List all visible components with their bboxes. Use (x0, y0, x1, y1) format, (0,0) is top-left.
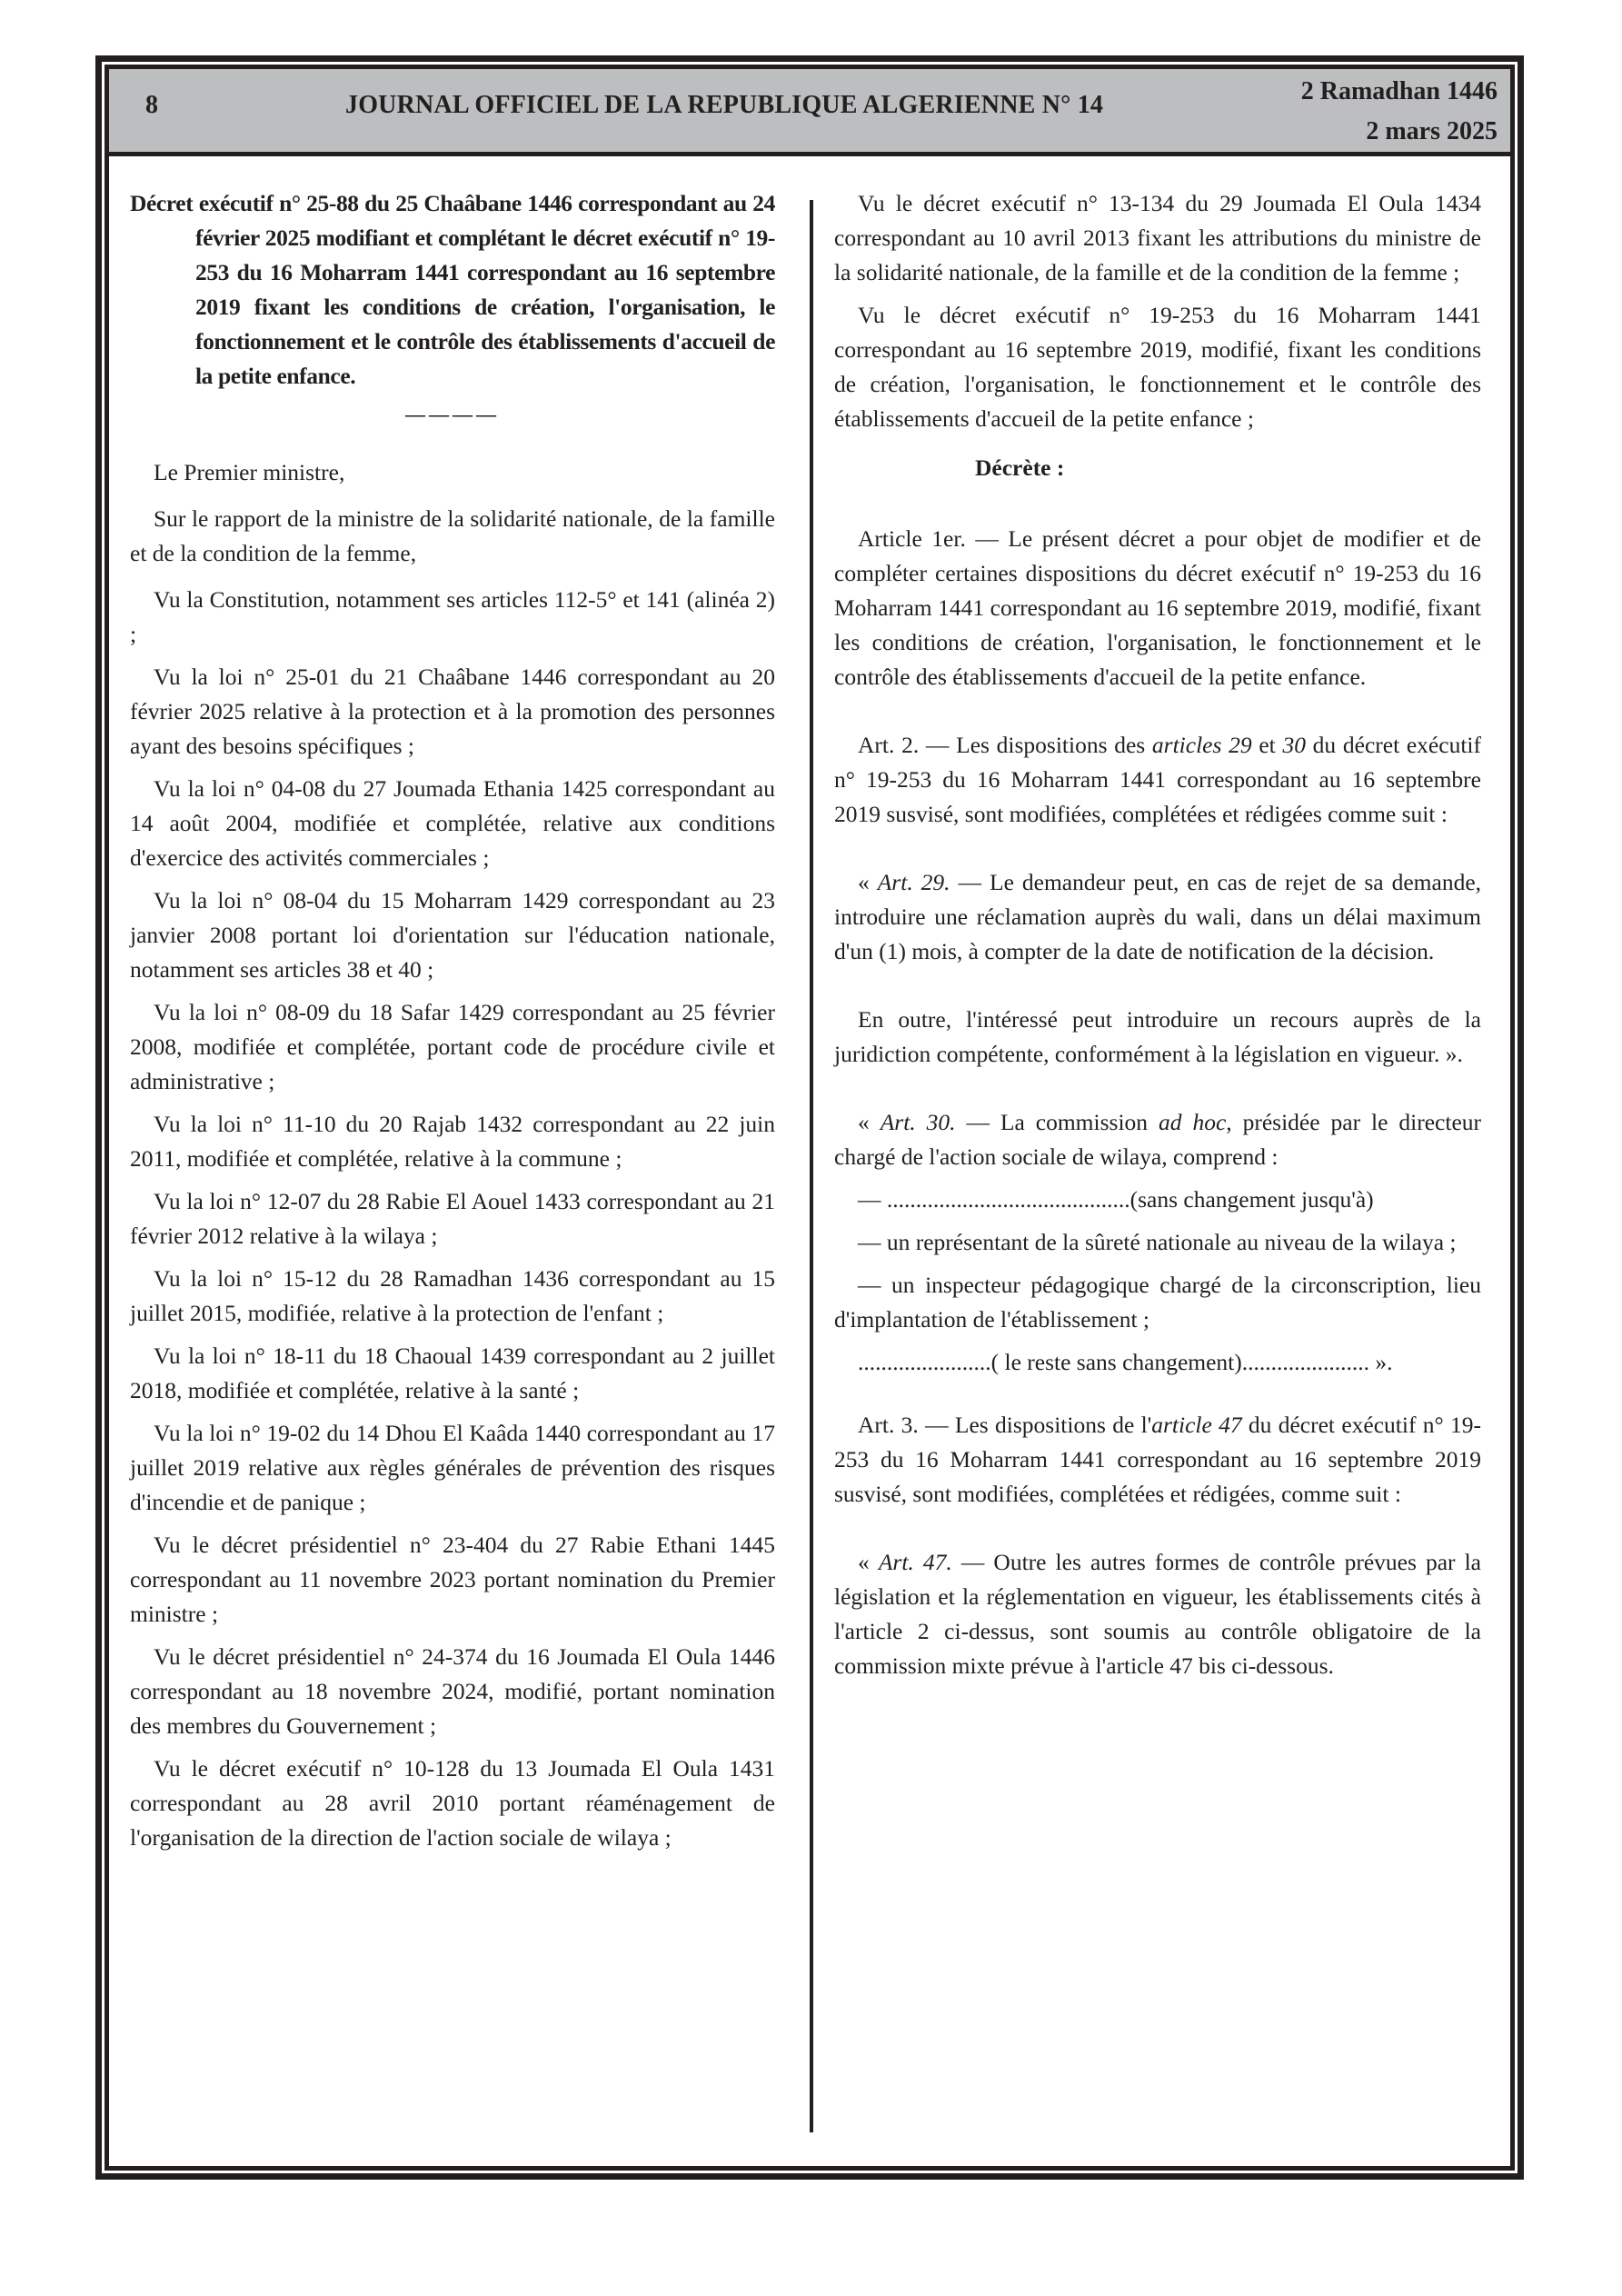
visa-decret-13-134: Vu le décret exécutif n° 13-134 du 29 Joumada El Oula 1434 correspondant au 10 avril 2013 fixant les attributions du ministre de la solidarité nationale, de la famille et de la condition de la femme ; (834, 190, 1481, 285)
decrete-heading: Décrète : (975, 454, 1065, 481)
article-30-item-surete: — un représentant de la sûreté nationale au niveau de la wilaya ; (858, 1229, 1457, 1255)
visa-constitution: Vu la Constitution, notamment ses articles 112-5° et 141 (alinéa 2) ; (130, 586, 775, 647)
visa-decret-23-404: Vu le décret présidentiel n° 23-404 du 27 Rabie Ethani 1445 correspondant au 11 novembre 2023 portant nomination du Premier ministre ; (130, 1532, 775, 1627)
visa-loi-19-02: Vu la loi n° 19-02 du 14 Dhou El Kaâda 1440 correspondant au 17 juillet 2019 relative aux règles générales de prévention des risques d'incendie et de panique ; (130, 1420, 775, 1515)
journal-header-band (109, 69, 1510, 156)
left-column (130, 186, 775, 1863)
visa-loi-08-09: Vu la loi n° 08-09 du 18 Safar 1429 correspondant au 25 février 2008, modifiée et complétée, portant code de procédure civile et administrative ; (130, 999, 775, 1094)
article-30-item-unchanged: — ..........................................(sans changement jusqu'à) (858, 1186, 1374, 1213)
visa-loi-04-08: Vu la loi n° 04-08 du 27 Joumada Ethania 1425 correspondant au 14 août 2004, modifiée et complétée, relative aux conditions d'exercice des activités commerciales ; (130, 775, 775, 871)
visa-decret-19-253: Vu le décret exécutif n° 19-253 du 16 Moharram 1441 correspondant au 16 septembre 2019, modifié, fixant les conditions de création, l'organisation, le fonctionnement et le contrôle des établissements d'accueil de la petite enfance ; (834, 302, 1481, 432)
title-separator: ———— (405, 403, 500, 425)
article-3: Art. 3. — Les dispositions de l'article 47 du décret exécutif n° 19-253 du 16 Moharram 1441 correspondant au 16 septembre 2019 susvisé, sont modifiées, complétées et rédigées, comme suit : (834, 1412, 1481, 1507)
date-gregorian: 2 mars 2025 (1366, 117, 1498, 145)
article-2: Art. 2. — Les dispositions des articles 29 et 30 du décret exécutif n° 19-253 du 16 Moharram 1441 correspondant au 16 septembre 2019 susvisé, sont modifiées, complétées et rédigées comme suit : (834, 732, 1481, 827)
page-number: 8 (145, 91, 158, 119)
preamble-rapport: Sur le rapport de la ministre de la solidarité nationale, de la famille et de la condition de la femme, (130, 505, 775, 566)
visa-loi-25-01: Vu la loi n° 25-01 du 21 Chaâbane 1446 correspondant au 20 février 2025 relative à la protection et à la promotion des personnes ayant des besoins spécifiques ; (130, 664, 775, 759)
issue-date (1301, 72, 1498, 152)
visa-loi-11-10: Vu la loi n° 11-10 du 20 Rajab 1432 correspondant au 22 juin 2011, modifiée et complétée, relative à la commune ; (130, 1111, 775, 1172)
date-hijri: 2 Ramadhan 1446 (1300, 77, 1498, 105)
preamble-premier-ministre: Le Premier ministre, (154, 459, 345, 485)
visa-decret-24-374: Vu le décret présidentiel n° 24-374 du 16 Joumada El Oula 1446 correspondant au 18 novembre 2024, modifié, portant nomination des membres du Gouvernement ; (130, 1643, 775, 1739)
visa-loi-18-11: Vu la loi n° 18-11 du 18 Chaoual 1439 correspondant au 2 juillet 2018, modifiée et complétée, relative à la santé ; (130, 1343, 775, 1403)
visa-decret-10-128: Vu le décret exécutif n° 10-128 du 13 Joumada El Oula 1431 correspondant au 28 avril 2010 portant réaménagement de l'organisation de la direction de l'action sociale de wilaya ; (130, 1755, 775, 1851)
column-divider (810, 200, 813, 2132)
journal-title: JOURNAL OFFICIEL DE LA REPUBLIQUE ALGERIENNE N° 14 (345, 91, 1104, 119)
article-30-amended: « Art. 30. — La commission ad hoc, présidée par le directeur chargé de l'action sociale de wilaya, comprend : (834, 1109, 1482, 1170)
right-column (834, 186, 1481, 1692)
article-47-amended: « Art. 47. — Outre les autres formes de contrôle prévues par la législation et la réglementation en vigueur, les établissements cités à l'article 2 ci-dessus, sont soumis au contrôle obligatoire de la commission mixte prévue à l'article 47 bis ci-dessous. (834, 1549, 1481, 1679)
article-29-amended: « Art. 29. — Le demandeur peut, en cas de rejet de sa demande, introduire une réclamation auprès du wali, dans un délai maximum d'un (1) mois, à compter de la date de notification de la décision. (834, 869, 1482, 964)
decree-title: Décret exécutif n° 25-88 du 25 Chaâbane 1446 correspondant au 24 février 2025 modifiant et complétant le décret exécutif n° 19-253 du 16 Moharram 1441 correspondant au 16 septembre 2019 fixant les conditions de création, l'organisation, le fonctionnement et le contrôle des établissements d'accueil de la petite enfance. (130, 190, 775, 389)
article-30-item-inspecteur: — un inspecteur pédagogique chargé de la circonscription, lieu d'implantation de l'établissement ; (834, 1272, 1481, 1333)
visa-loi-08-04: Vu la loi n° 08-04 du 15 Moharram 1429 correspondant au 23 janvier 2008 portant loi d'orientation sur l'éducation nationale, notamment ses articles 38 et 40 ; (130, 887, 775, 983)
visa-loi-12-07: Vu la loi n° 12-07 du 28 Rabie El Aouel 1433 correspondant au 21 février 2012 relative à la wilaya ; (130, 1188, 775, 1249)
article-30-item-rest: .......................( le reste sans changement)...................... ». (858, 1349, 1393, 1375)
article-1: Article 1er. — Le présent décret a pour objet de modifier et de compléter certaines dispositions du décret exécutif n° 19-253 du 16 Moharram 1441 correspondant au 16 septembre 2019, modifié, fixant les conditions de création, l'organisation, le fonctionnement et le contrôle des établissements d'accueil de la petite enfance. (834, 525, 1481, 690)
visa-loi-15-12: Vu la loi n° 15-12 du 28 Ramadhan 1436 correspondant au 15 juillet 2015, modifiée, relative à la protection de l'enfant ; (130, 1265, 775, 1326)
article-29-recours: En outre, l'intéressé peut introduire un recours auprès de la juridiction compétente, conformément à la législation en vigueur. ». (834, 1006, 1481, 1067)
